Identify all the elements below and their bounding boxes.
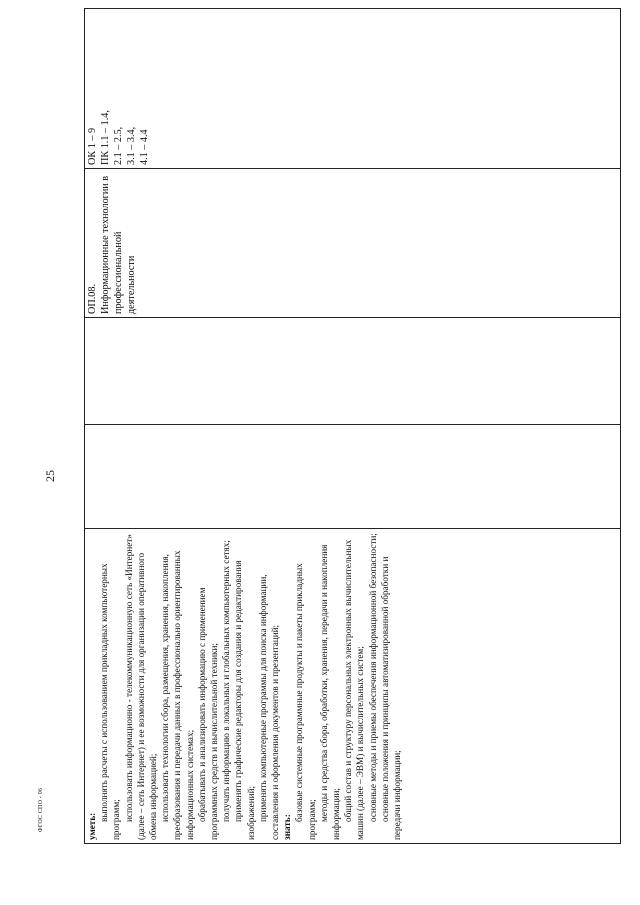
competency-item: 2.1 – 2.5, xyxy=(113,126,125,165)
hours-cell xyxy=(85,425,621,529)
page-number: 25 xyxy=(43,470,57,482)
knowledge-item: общий состав и структуру персональных электронных вычислительных машин (далее – ЭВМ) и вычислительных систем; xyxy=(343,539,366,840)
knowledge-item: основные положения и принципы автоматизированной обработки и передачи информации; xyxy=(379,556,403,840)
footer-code: ФГОС СПО - 06 xyxy=(38,787,44,833)
knowledge-label: знать: xyxy=(282,814,293,840)
skill-item: применять компьютерные программы для поиска информации, составления и оформления документов и презентаций; xyxy=(257,574,281,840)
rotated-table xyxy=(84,44,621,844)
skill-item: выполнять расчеты с использованием прикладных компьютерных программ; xyxy=(99,563,122,840)
discipline-name: Информационные технологии в профессиональной деятельности xyxy=(100,175,138,314)
hours-cell-2 xyxy=(85,318,621,425)
competencies-cell xyxy=(85,9,621,169)
skill-item: использовать технологии сбора, размещения, хранения, накопления, преобразования и передачи данных в профессионально ориентированных информационных системах; xyxy=(160,550,195,840)
skill-item: обрабатывать и анализировать информацию с применением программных средств и вычислительной техники; xyxy=(196,587,220,840)
competency-item: ПК 1.1 – 1.4, xyxy=(100,110,112,165)
skill-item: получать информацию в локальных и глобальных компьютерных сетях; xyxy=(221,540,232,822)
skill-item: использовать информационно - телекоммуникационную сеть «Интернет» (далее – сеть Интернет) и ее возможности для организации оперативного обмена информацией; xyxy=(123,534,159,840)
table-wrapper xyxy=(84,44,621,844)
curriculum-table xyxy=(84,8,621,844)
competency-item: ОК 1 – 9 xyxy=(87,127,98,165)
discipline-code: ОП.08. xyxy=(87,284,98,314)
competency-item: 4.1 – 4.4 xyxy=(139,129,151,165)
competency-item: 3.1 – 3.4, xyxy=(126,126,138,165)
skill-item: применять графические редакторы для создания и редактирования изображений; xyxy=(233,560,256,840)
knowledge-item: методы и средства сбора, обработки, хранения, передачи и накопления информации; xyxy=(318,544,342,840)
skills-label: уметь: xyxy=(87,812,97,840)
discipline-cell xyxy=(85,169,621,318)
knowledge-item: базовые системные программные продукты и пакеты прикладных программ; xyxy=(294,563,317,840)
skills-knowledge-cell xyxy=(85,529,621,844)
knowledge-item: основные методы и приемы обеспечения информационной безопасности; xyxy=(367,533,378,822)
